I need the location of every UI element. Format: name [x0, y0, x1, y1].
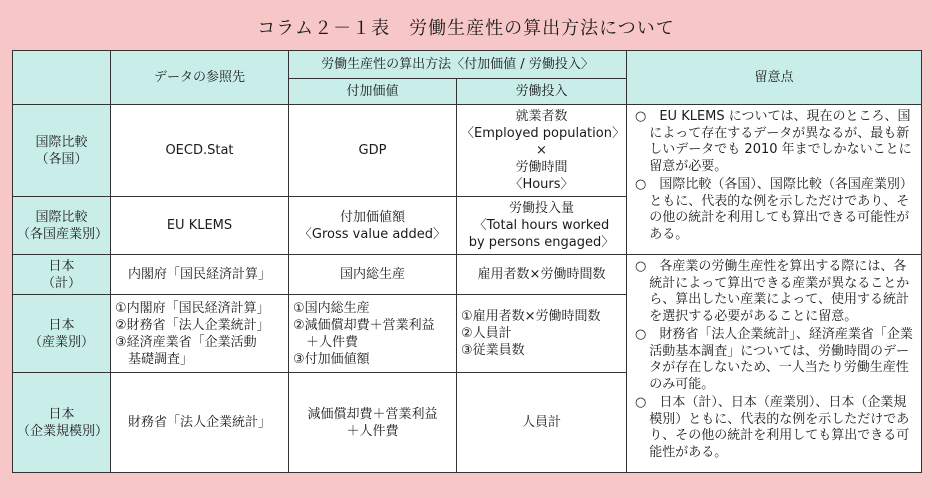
row-label-japan-firm-size: 日本 （企業規模別）	[13, 373, 111, 473]
note-item: ○ EU KLEMS については、現在のところ、国によって存在するデータが異なるが、最も新しいデータでも 2010 年までしかないことに留意が必要。	[635, 109, 912, 174]
labor-japan-firm-size: 人員計	[457, 373, 627, 473]
productivity-method-table	[12, 50, 922, 473]
value-added-japan-total: 国内総生産	[289, 255, 457, 295]
labor-intl-country: 就業者数 〈Employed population〉 × 労働時間 〈Hours〉	[457, 105, 627, 197]
labor-intl-industry: 労働投入量 〈Total hours worked by persons engaged〉	[457, 197, 627, 255]
header-labor-input: 労働投入	[457, 79, 627, 105]
row-label-japan-total: 日本 （計）	[13, 255, 111, 295]
header-notes: 留意点	[627, 51, 922, 105]
source-japan-firm-size: 財務省「法人企業統計」	[111, 373, 289, 473]
note-item: ○ 日本（計）、日本（産業別）、日本（企業規模別）ともに、代表的な例を示しただけであり、その他の統計を利用しても算出できる可能性がある。	[635, 395, 910, 460]
source-intl-industry: EU KLEMS	[111, 197, 289, 255]
row-label-japan-industry: 日本 （産業別）	[13, 295, 111, 373]
note-item: ○ 国際比較（各国）、国際比較（各国産業別）ともに、代表的な例を示しただけであり、その他の統計を利用しても算出できる可能性がある。	[635, 177, 913, 242]
source-intl-country: OECD.Stat	[111, 105, 289, 197]
value-added-intl-industry: 付加価値額 〈Gross value added〉	[289, 197, 457, 255]
header-method: 労働生産性の算出方法〈付加価値 / 労働投入〉	[289, 51, 627, 79]
notes-international	[627, 105, 922, 255]
notes-japan	[627, 255, 922, 473]
header-blank-cell	[13, 51, 111, 105]
labor-japan-total: 雇用者数×労働時間数	[457, 255, 627, 295]
note-item: ○ 財務省「法人企業統計」、経済産業省「企業活動基本調査」については、労働時間のデータが存在しないため、一人当たり労働生産性のみ可能。	[635, 327, 913, 392]
value-added-intl-country: GDP	[289, 105, 457, 197]
page-title: コラム２－１表 労働生産性の算出方法について	[257, 18, 675, 39]
row-label-intl-country: 国際比較 （各国）	[13, 105, 111, 197]
value-added-japan-industry: ①国内総生産 ②減価償却費＋営業利益 ＋人件費 ③付加価値額	[289, 295, 457, 373]
source-japan-industry: ①内閣府「国民経済計算」 ②財務省「法人企業統計」 ③経済産業省「企業活動 基礎調査」	[111, 295, 289, 373]
row-label-intl-industry: 国際比較 （各国産業別）	[13, 197, 111, 255]
header-data-source: データの参照先	[111, 51, 289, 105]
note-item: ○ 各産業の労働生産性を算出する際には、各統計によって算出できる産業が異なることから、算出したい産業によって、使用する統計を選択する必要があることに留意。	[635, 259, 910, 324]
labor-japan-industry: ①雇用者数×労働時間数 ②人員計 ③従業員数	[457, 295, 627, 373]
source-japan-total: 内閣府「国民経済計算」	[111, 255, 289, 295]
value-added-japan-firm-size: 減価償却費＋営業利益 ＋人件費	[289, 373, 457, 473]
header-value-added: 付加価値	[289, 79, 457, 105]
